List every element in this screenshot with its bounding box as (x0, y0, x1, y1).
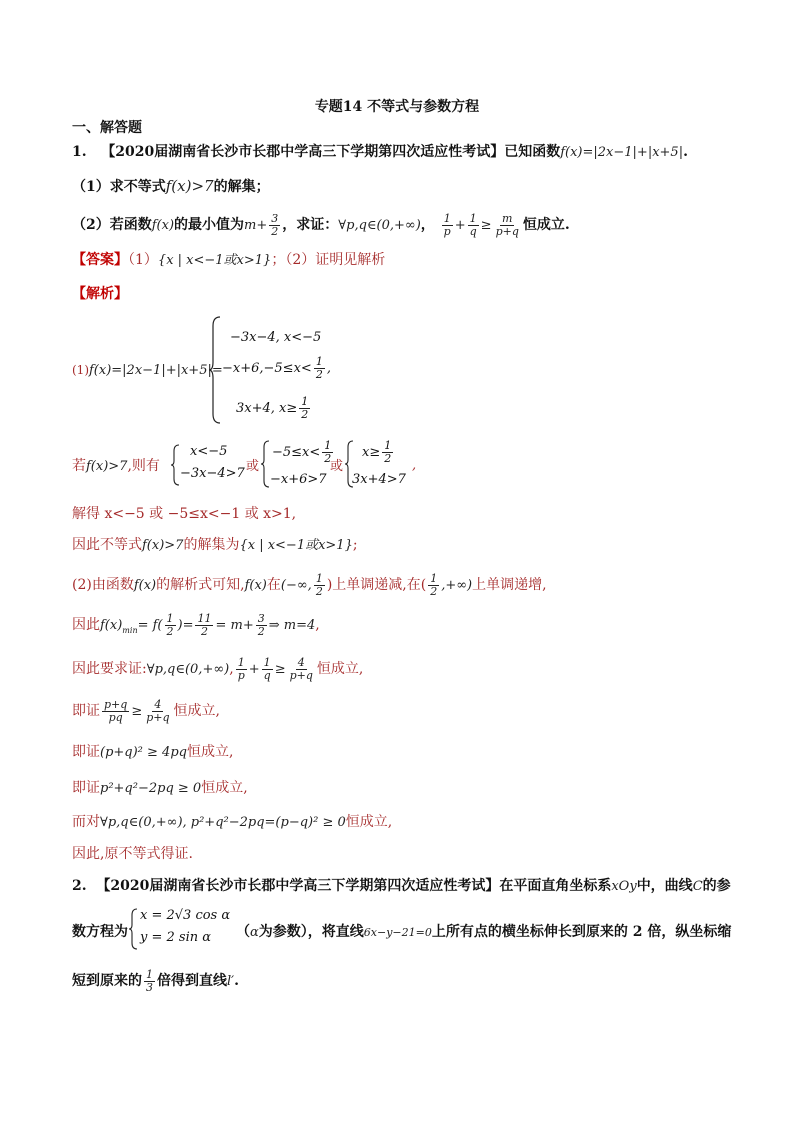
system1-b: −3x−4>7 (180, 466, 245, 481)
analysis-line-4: 因此不等式f(x)>7的解集为{x | x<−1或x>1}; (72, 537, 358, 553)
analysis-line-12: 因此,原不等式得证. (72, 846, 193, 862)
piecewise-brace (208, 316, 222, 424)
analysis-line-8: 即证 $\frac{p+q}{pq}$ ≥ $\frac{4}{p+q}$ 恒成立, (72, 697, 220, 724)
system3-a: x≥ $\frac{1}{2}$ (362, 439, 392, 465)
q1-part1: （1）求不等式f(x)>7的解集； (72, 177, 270, 195)
piece-1: −3x−4, x<−5 (230, 330, 322, 345)
analysis-tag: 【解析】 (72, 286, 128, 302)
q2-line-3: 短到原来的 $\frac{1}{3}$ 倍得到直线l′. (72, 967, 239, 994)
system3-b: 3x+4>7 (352, 472, 406, 487)
analysis-line-3: 解得 x<−5 或 −5≤x<−1 或 x>1, (72, 506, 297, 522)
cases-lead: 若f(x)>7,则有 (72, 458, 160, 474)
q1-part2: （2）若函数f(x)的最小值为m+ $\frac{3}{2}$ ，求证：∀p,q∈(0,+∞)， $\frac{1}{p}$ + $\frac{1}{q}$ ≥ $\frac{m}{p+q}$ 恒成立. (72, 211, 570, 238)
q2-eq1: x = 2√3 cos α (140, 908, 231, 923)
q2-line-1: 2. 【2020届湖南省长沙市长郡中学高三下学期第四次适应性考试】在平面直角坐标系xOy中，曲线C的参 (72, 878, 731, 894)
q2-line-2b: （α为参数），将直线6x−y−21=0上所有点的横坐标伸长到原来的 2 倍，纵坐标缩 (236, 924, 732, 940)
q2-eq2: y = 2 sin α (140, 930, 212, 945)
system2-a: −5≤x< $\frac{1}{2}$ (272, 439, 332, 465)
q1-stem: 1. 【2020届湖南省长沙市长郡中学高三下学期第四次适应性考试】已知函数f(x)=|2x−1|+|x+5|. (72, 144, 688, 160)
analysis-line-7: 因此要求证:∀p,q∈(0,+∞), $\frac{1}{p}$ + $\frac{1}{q}$ ≥ $\frac{4}{p+q}$ 恒成立, (72, 655, 364, 682)
system2-b: −x+6>7 (270, 472, 327, 487)
analysis-line-6: 因此$f(x)_{min}= f$( $\frac{1}{2}$ )= $\frac{11}{2}$ = m+ $\frac{3}{2}$ ⇒ m=4, (72, 611, 320, 638)
piecewise-lead: (1)f(x)=|2x−1|+|x+5|= (72, 363, 223, 378)
q2-line-2: 数方程为 (72, 924, 128, 940)
q2-system-brace (128, 908, 138, 950)
system-brace-2 (260, 440, 270, 488)
piece-3: 3x+4, x≥ $\frac{1}{2}$ (236, 395, 309, 421)
analysis-line-10: 即证p²+q²−2pq ≥ 0恒成立, (72, 780, 248, 796)
system1-a: x<−5 (190, 444, 228, 459)
analysis-line-5: (2)由函数f(x)的解析式可知,f(x)在(−∞, $\frac{1}{2}$ )上单调递减,在( $\frac{1}{2}$ ,+∞)上单调递增, (72, 571, 547, 598)
system-brace-1 (170, 444, 180, 486)
analysis-line-9: 即证(p+q)² ≥ 4pq恒成立, (72, 744, 234, 760)
section-heading: 一、解答题 (72, 120, 142, 136)
answer-line: 【答案】（1）{x | x<−1或x>1}；（2）证明见解析 (72, 252, 386, 268)
document-page: 专题14 不等式与参数方程 一、解答题 1. 【2020届湖南省长沙市长郡中学高三下学期第四次适应性考试】已知函数f(x)=|2x−1|+|x+5|. （1）求不等式f(x)>7的解集； （2）若函数f(x)的最小值为m+ $\frac{3}{2}$ ，求证：∀p,q∈(0,+∞)， $\frac{1}{p}$ + $\frac{1}{q}$ ≥ $\frac{m}{p+q}$ 恒成立. 【答案】（1）{x | x<−1或x>1}；（2）证明见解析 【解析】 (1)f(x)=|2x−1|+|x+5|= −3x−4, x<−5 −x+6,−5≤x< $\frac{1}{2}$ , 3x+4, x≥ $\frac{1}{2}$ 若f(x)>7,则有 x<−5 −3x−4>7 或 −5≤x< $\frac{1}{2}$ −x+6>7 或 x≥ $\frac{1}{2}$ 3x+4>7 , 解得 x<−5 或 −5≤x<−1 或 x>1, 因此不等式f(x)>7的解集为{x | x<−1或x>1}; (2)由函数f(x)的解析式可知,f(x)在(−∞, $\frac{1}{2}$ )上单调递减,在( $\frac{1}{2}$ ,+∞)上单调递增, 因此$f(x)_{min}= f$( $\frac{1}{2}$ )= $\frac{11}{2}$ = m+ $\frac{3}{2}$ ⇒ m=4, 因此要求证:∀p,q∈(0,+∞), $\frac{1}{p}$ + $\frac{1}{q}$ ≥ $\frac{4}{p+q}$ 恒成立, 即证 $\frac{p+q}{pq}$ ≥ $\frac{4}{p+q}$ 恒成立, 即证(p+q)² ≥ 4pq恒成立, 即证p²+q²−2pq ≥ 0恒成立, 而对∀p,q∈(0,+∞), p²+q²−2pq=(p−q)² ≥ 0恒成立, 因此,原不等式得证. 2. 【2020届湖南省长沙市长郡中学高三下学期第四次适应性考试】在平面直角坐标系xOy中，曲线C的参 数方程为 x = 2√3 cos α y = 2 sin α （α为参数），将直线6x−y−21=0上所有点的横坐标伸长到原来的 2 倍，纵坐标缩 短到原来的 $\frac{1}{3}$ 倍得到直线l′. (0, 0, 794, 1123)
document-title: 专题14 不等式与参数方程 (314, 99, 480, 115)
piece-2: −x+6,−5≤x< $\frac{1}{2}$ , (222, 355, 331, 381)
analysis-line-11: 而对∀p,q∈(0,+∞), p²+q²−2pq=(p−q)² ≥ 0恒成立, (72, 814, 393, 830)
